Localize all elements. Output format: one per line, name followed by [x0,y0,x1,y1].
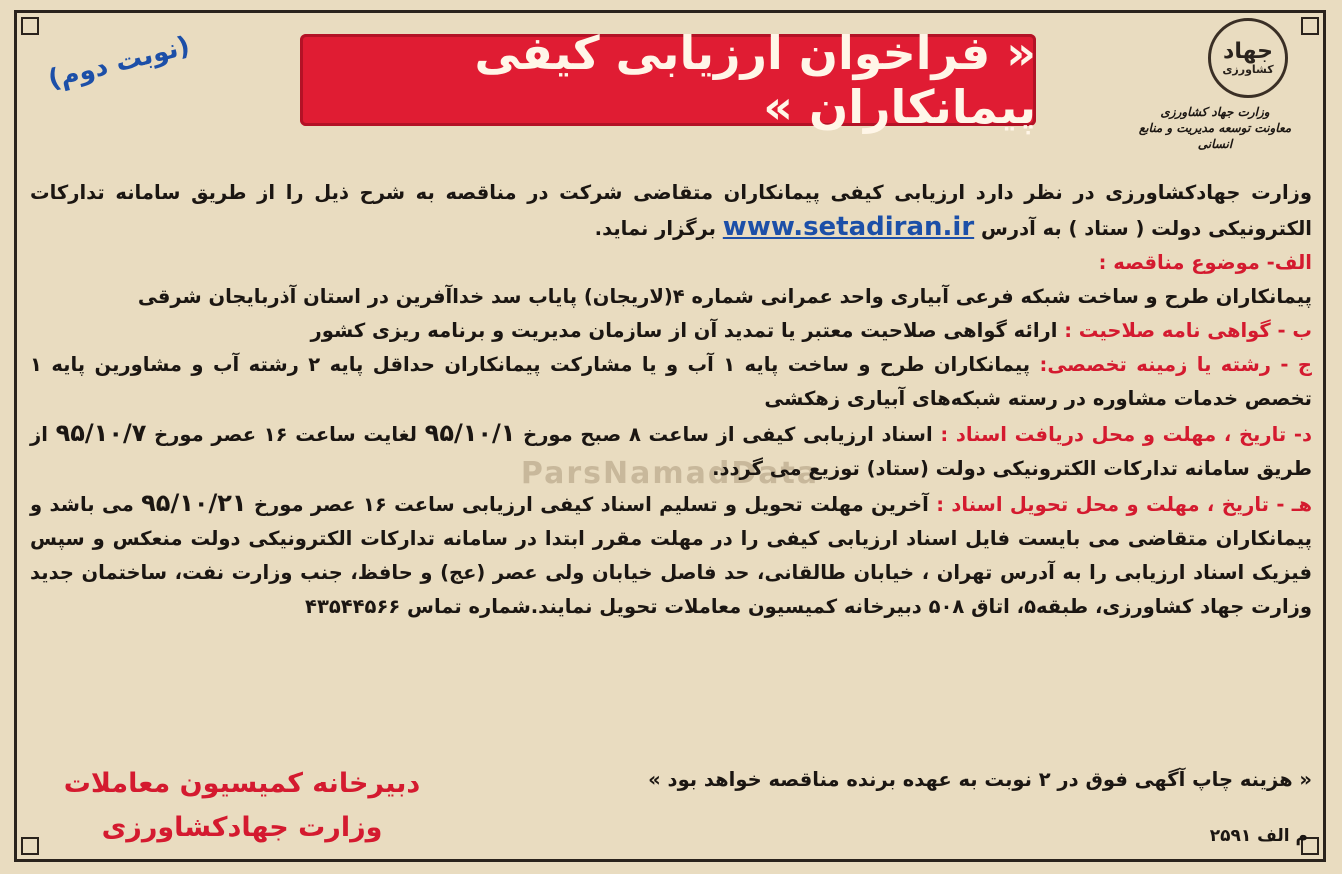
section-he-text-b: می باشد و پیمانکاران متقاضی می بایست فایل اسناد ارزیابی کیفی را در مهلت مقرر ابتدا در سامانه تدارکات الکترونیکی دولت منعکس و سپس فیزیک اسناد ارزیابی را به آدرس تهران ، خیابان طالقانی، حد فاصل خیابان ولی عصر (عج) و حافظ، جنب وزارت نفت، ساختمان جدید وزارت جهاد کشاورزی، طبقه۵، اتاق ۵۰۸ دبیرخانه کمیسیون معاملات تحویل نمایند.شماره تماس ۴۳۵۴۴۵۶۶ [30,493,1312,618]
intro-line-2b: برگزار نماید. [594,217,716,240]
section-be-heading: ب - گواهی نامه صلاحیت : [1064,319,1312,342]
section-alef-body [30,280,1312,314]
ministry-line-2: معاونت توسعه مدیریت و منابع انسانی [1138,121,1292,151]
section-dal [30,416,1312,486]
section-alef-heading: الف- موضوع مناقصه : [1098,251,1312,274]
intro-line-1: وزارت جهادکشاورزی در نظر دارد ارزیابی کیفی پیمانکاران متقاضی شرکت در مناقصه به شرح ذیل را از طریق سامانه تدارکات الکترونیکی [30,181,1312,240]
intro-line-2a: دولت ( ستاد ) به آدرس [980,217,1202,240]
watermark: ParsNamadData [520,456,820,491]
section-dal-date-2: ۹۵/۱۰/۷ [55,419,147,447]
turn-label: (نوبت دوم) [45,30,193,96]
ministry-line-1: وزارت جهاد کشاورزی [1160,105,1270,119]
print-cost-note: « هزینه چاپ آگهی فوق در ۲ نوبت به عهده برنده مناقصه خواهد بود » [648,768,1312,791]
signature-line-1: دبیرخانه کمیسیون معاملات [63,768,421,799]
frame-corner-ornament [21,837,39,855]
ministry-logo [1208,18,1288,98]
setad-link[interactable]: www.setadiran.ir [722,212,975,242]
signature-block [52,762,432,850]
section-jim [30,348,1312,416]
frame-corner-ornament [21,17,39,35]
section-jim-text: پیمانکاران طرح و ساخت پایه ۱ آب و یا مشارکت پیمانکاران حداقل پایه ۲ رشته آب و مشاورین پایه ۱ تخصص خدمات مشاوره در رسته شبکه‌های آبیاری زهکشی [30,353,1312,410]
section-dal-text-b: لغایت ساعت ۱۶ عصر [211,423,417,446]
section-dal-heading: د- تاریخ ، مهلت و محل دریافت اسناد : [940,423,1312,446]
section-he-heading: هـ - تاریخ ، مهلت و محل تحویل اسناد : [936,493,1312,516]
signature-line-2: وزارت جهادکشاورزی [101,812,383,843]
logo-word: جهاد [1223,39,1273,64]
section-jim-heading: ج - رشته یا زمینه تخصصی: [1039,353,1312,376]
section-dal-text-a: اسناد ارزیابی کیفی از ساعت ۸ صبح مورخ [523,423,933,446]
section-alef [30,246,1312,280]
title-banner [300,26,1036,134]
section-he [30,486,1312,624]
page-title: « فراخوان ارزیابی کیفی پیمانکاران » [474,26,1036,134]
ministry-name [1120,104,1310,152]
section-he-text-a: آخرین مهلت تحویل و تسلیم اسناد کیفی ارزیابی ساعت ۱۶ عصر مورخ [253,493,929,516]
intro-paragraph [30,176,1312,246]
section-be-text: ارائه گواهی صلاحیت معتبر یا تمدید آن از سازمان مدیریت و برنامه ریزی کشور [310,319,1058,342]
section-dal-date-1: ۹۵/۱۰/۱ [424,419,516,447]
section-dal-text-c: مورخ [154,423,204,446]
frame-corner-ornament [1301,17,1319,35]
section-be [30,314,1312,348]
logo-subtext: کشاورزی [1222,63,1274,76]
section-alef-text: پیمانکاران طرح و ساخت شبکه فرعی آبیاری واحد عمرانی شماره ۴(لاریجان) پایاب سد خداآفرین در استان آذربایجان شرقی [137,285,1312,308]
ad-code: م الف ۲۵۹۱ [1209,826,1308,846]
announcement-body [30,176,1312,624]
section-dal-text-d: از طریق سامانه تدارکات الکترونیکی دولت (ستاد) توزیع می گردد. [30,423,1312,480]
section-he-date: ۹۵/۱۰/۲۱ [141,489,247,517]
